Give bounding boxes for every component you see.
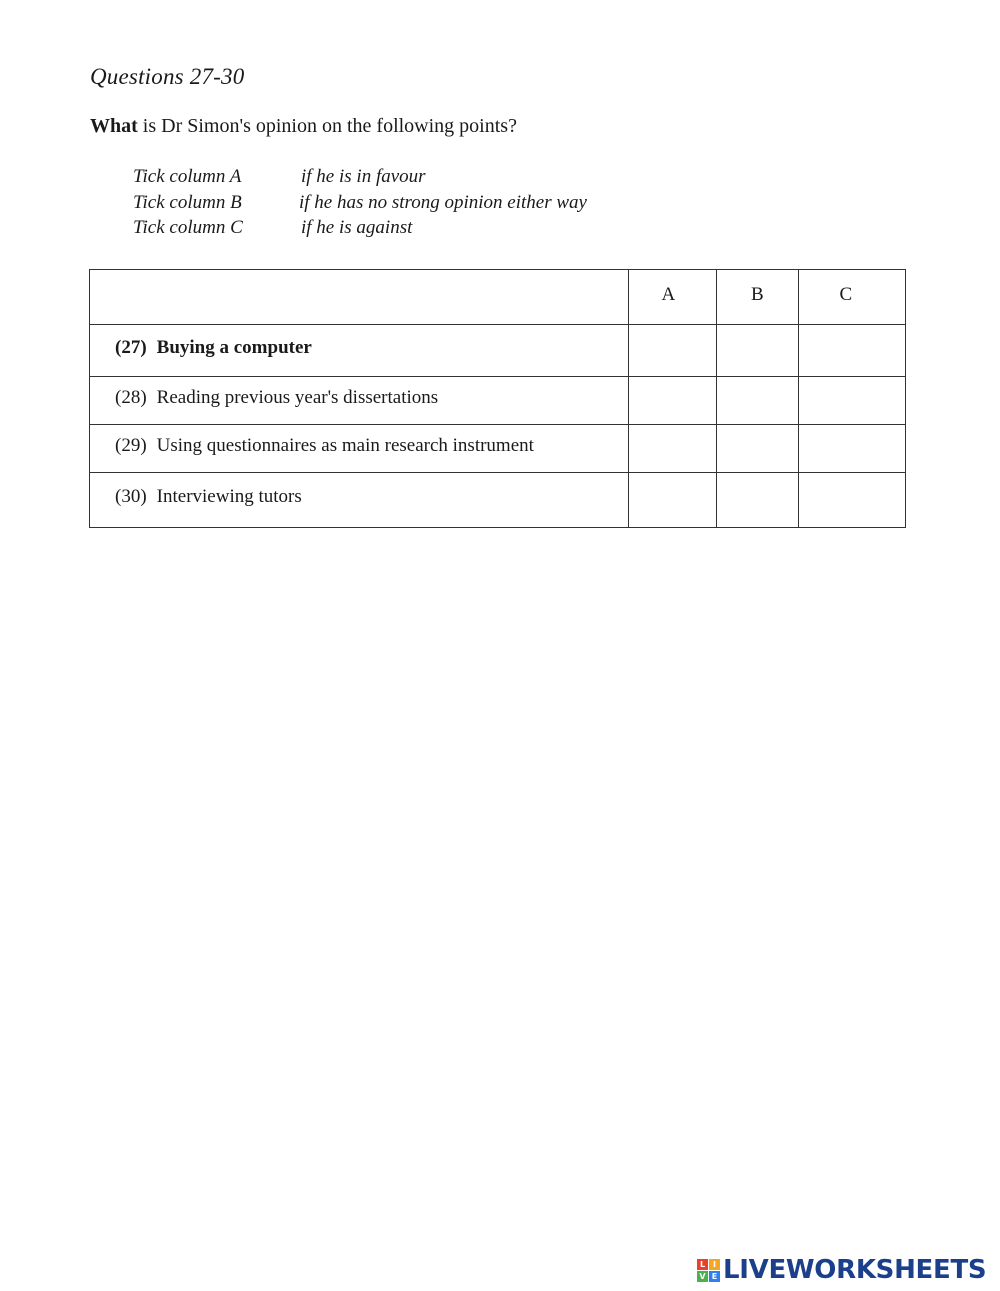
answer-cell-29-c[interactable] bbox=[798, 425, 905, 473]
item-cell bbox=[90, 377, 629, 425]
logo-mark-letter: L bbox=[697, 1259, 708, 1270]
item-cell bbox=[90, 425, 629, 473]
item-text: Reading previous year's dissertations bbox=[156, 386, 439, 408]
item-cell bbox=[90, 473, 629, 528]
instruction-row-b bbox=[133, 190, 587, 216]
item-number: (30) bbox=[115, 486, 147, 507]
instruction-meaning: if he is in favour bbox=[301, 166, 426, 187]
instruction-meaning: if he has no strong opinion either way bbox=[299, 192, 587, 213]
instruction-row-a bbox=[133, 164, 587, 190]
answer-cell-28-c[interactable] bbox=[798, 377, 905, 425]
table-row bbox=[90, 325, 906, 377]
answer-cell-30-a[interactable] bbox=[628, 473, 717, 528]
answer-cell-27-a[interactable] bbox=[628, 325, 717, 377]
logo-mark-letter: E bbox=[709, 1271, 720, 1282]
question-prompt bbox=[90, 115, 517, 138]
answer-cell-30-c[interactable] bbox=[798, 473, 905, 528]
item-number: (27) bbox=[115, 336, 147, 358]
question-rest: is Dr Simon's opinion on the following points? bbox=[137, 115, 517, 137]
answer-cell-28-a[interactable] bbox=[628, 377, 717, 425]
answer-cell-29-b[interactable] bbox=[717, 425, 798, 473]
table-row bbox=[90, 473, 906, 528]
item-cell bbox=[90, 325, 629, 377]
question-lead: What bbox=[90, 115, 138, 137]
questions-heading: Questions 27-30 bbox=[90, 64, 245, 89]
item-number: (28) bbox=[115, 386, 147, 408]
instruction-row-c bbox=[133, 216, 587, 240]
table-row bbox=[90, 377, 906, 425]
item-text: Interviewing tutors bbox=[156, 486, 302, 507]
instruction-label: Tick column C bbox=[133, 217, 243, 238]
answer-cell-28-b[interactable] bbox=[717, 377, 798, 425]
column-header-a: A bbox=[628, 270, 717, 325]
item-text: Using questionnaires as main research instrument bbox=[156, 434, 534, 456]
instruction-meaning: if he is against bbox=[301, 217, 413, 238]
instruction-label: Tick column B bbox=[133, 192, 242, 213]
answer-table bbox=[89, 269, 906, 528]
item-number: (29) bbox=[115, 434, 147, 456]
item-text: Buying a computer bbox=[156, 336, 312, 358]
header-blank-cell bbox=[90, 270, 629, 325]
table-header-row bbox=[90, 270, 906, 325]
column-header-b: B bbox=[717, 270, 798, 325]
answer-cell-27-b[interactable] bbox=[717, 325, 798, 377]
liveworksheets-logo bbox=[697, 1255, 986, 1285]
logo-text: LIVEWORKSHEETS bbox=[723, 1255, 987, 1285]
instruction-label: Tick column A bbox=[133, 166, 242, 187]
logo-mark-letter: I bbox=[709, 1259, 720, 1270]
table-row bbox=[90, 425, 906, 473]
logo-mark-letter: V bbox=[697, 1271, 708, 1282]
logo-mark-icon bbox=[697, 1259, 720, 1282]
answer-cell-30-b[interactable] bbox=[717, 473, 798, 528]
answer-cell-29-a[interactable] bbox=[628, 425, 717, 473]
column-header-c: C bbox=[798, 270, 905, 325]
instructions bbox=[133, 164, 587, 240]
answer-cell-27-c[interactable] bbox=[798, 325, 905, 377]
